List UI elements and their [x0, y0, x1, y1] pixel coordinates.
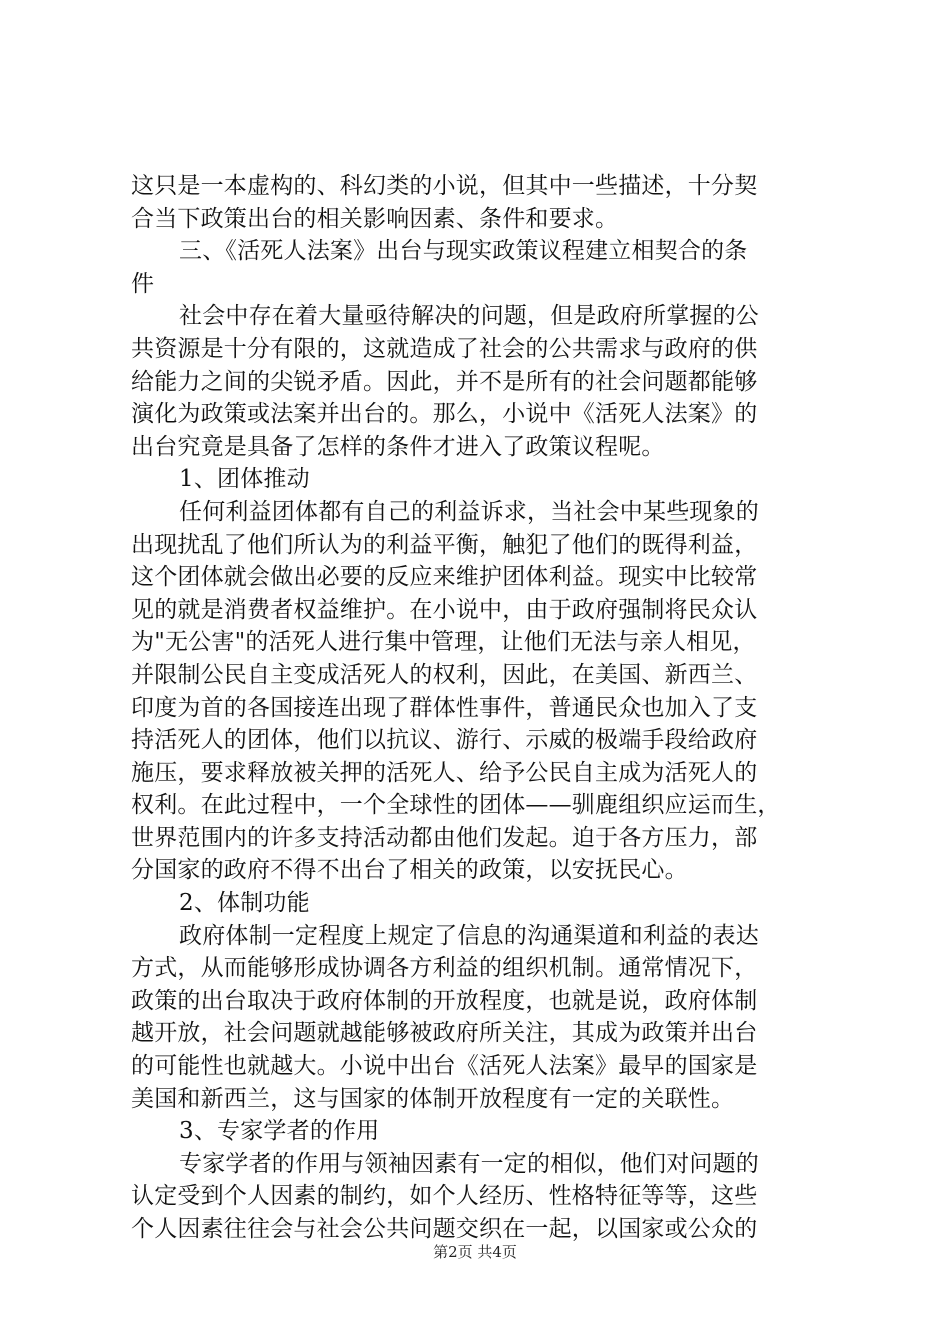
subsection-heading: 1、团体推动 — [179, 466, 310, 493]
text-line: 见的就是消费者权益维护。在小说中，由于政府强制将民众认 — [131, 596, 758, 623]
text-line: 合当下政策出台的相关影响因素、条件和要求。 — [131, 205, 619, 232]
section-heading: 三、《活死人法案》出台与现实政策议程建立相契合的条 — [179, 238, 748, 265]
text-line: 印度为首的各国接连出现了群体性事件，普通民众也加入了支 — [131, 694, 758, 721]
section-heading-continued: 件 — [131, 270, 155, 297]
text-line: 世界范围内的许多支持活动都由他们发起。迫于各方压力，部 — [131, 824, 758, 851]
text-line: 任何利益团体都有自己的利益诉求，当社会中某些现象的 — [179, 498, 759, 525]
text-line: 的可能性也就越大。小说中出台《活死人法案》最早的国家是 — [131, 1053, 758, 1080]
text-line: 越开放，社会问题就越能够被政府所关注，其成为政策并出台 — [131, 1020, 758, 1047]
text-line: 认定受到个人因素的制约，如个人经历、性格特征等等，这些 — [131, 1183, 758, 1210]
text-line: 给能力之间的尖锐矛盾。因此，并不是所有的社会问题都能够 — [131, 368, 758, 395]
text-line: 这只是一本虚构的、科幻类的小说，但其中一些描述，十分契 — [131, 173, 758, 199]
text-line: 政府体制一定程度上规定了信息的沟通渠道和利益的表达 — [179, 922, 759, 949]
text-line: 出现扰乱了他们所认为的利益平衡，触犯了他们的既得利益， — [131, 531, 758, 558]
text-line: 分国家的政府不得不出台了相关的政策，以安抚民心。 — [131, 857, 688, 884]
text-line: 权利。在此过程中，一个全球性的团体——驯鹿组织应运而生， — [131, 792, 781, 819]
page-footer: 第2页 共4页 — [433, 1243, 517, 1261]
text-line: 持活死人的团体，他们以抗议、游行、示威的极端手段给政府 — [131, 727, 758, 754]
text-line: 共资源是十分有限的，这就造成了社会的公共需求与政府的供 — [131, 335, 758, 362]
text-line: 施压，要求释放被关押的活死人、给予公民自主成为活死人的 — [131, 759, 758, 786]
text-line: 个人因素往往会与社会公共问题交织在一起，以国家或公众的 — [131, 1216, 758, 1242]
text-line: 政策的出台取决于政府体制的开放程度，也就是说，政府体制 — [131, 987, 758, 1014]
text-line: 美国和新西兰，这与国家的体制开放程度有一定的关联性。 — [131, 1085, 735, 1112]
text-line: 这个团体就会做出必要的反应来维护团体利益。现实中比较常 — [131, 564, 758, 591]
document-body — [131, 170, 836, 1246]
text-line: 方式，从而能够形成协调各方利益的组织机制。通常情况下， — [131, 955, 758, 982]
text-line: 专家学者的作用与领袖因素有一定的相似，他们对问题的 — [179, 1150, 759, 1177]
text-line: 为"无公害"的活死人进行集中管理，让他们无法与亲人相见， — [131, 629, 756, 656]
text-line: 社会中存在着大量亟待解决的问题，但是政府所掌握的公 — [179, 303, 759, 330]
subsection-heading: 2、体制功能 — [179, 890, 310, 917]
text-line: 并限制公民自主变成活死人的权利，因此，在美国、新西兰、 — [131, 661, 758, 688]
subsection-heading: 3、专家学者的作用 — [179, 1118, 380, 1145]
text-line: 出台究竟是具备了怎样的条件才进入了政策议程呢。 — [131, 433, 665, 460]
text-line: 演化为政策或法案并出台的。那么，小说中《活死人法案》的 — [131, 401, 758, 428]
